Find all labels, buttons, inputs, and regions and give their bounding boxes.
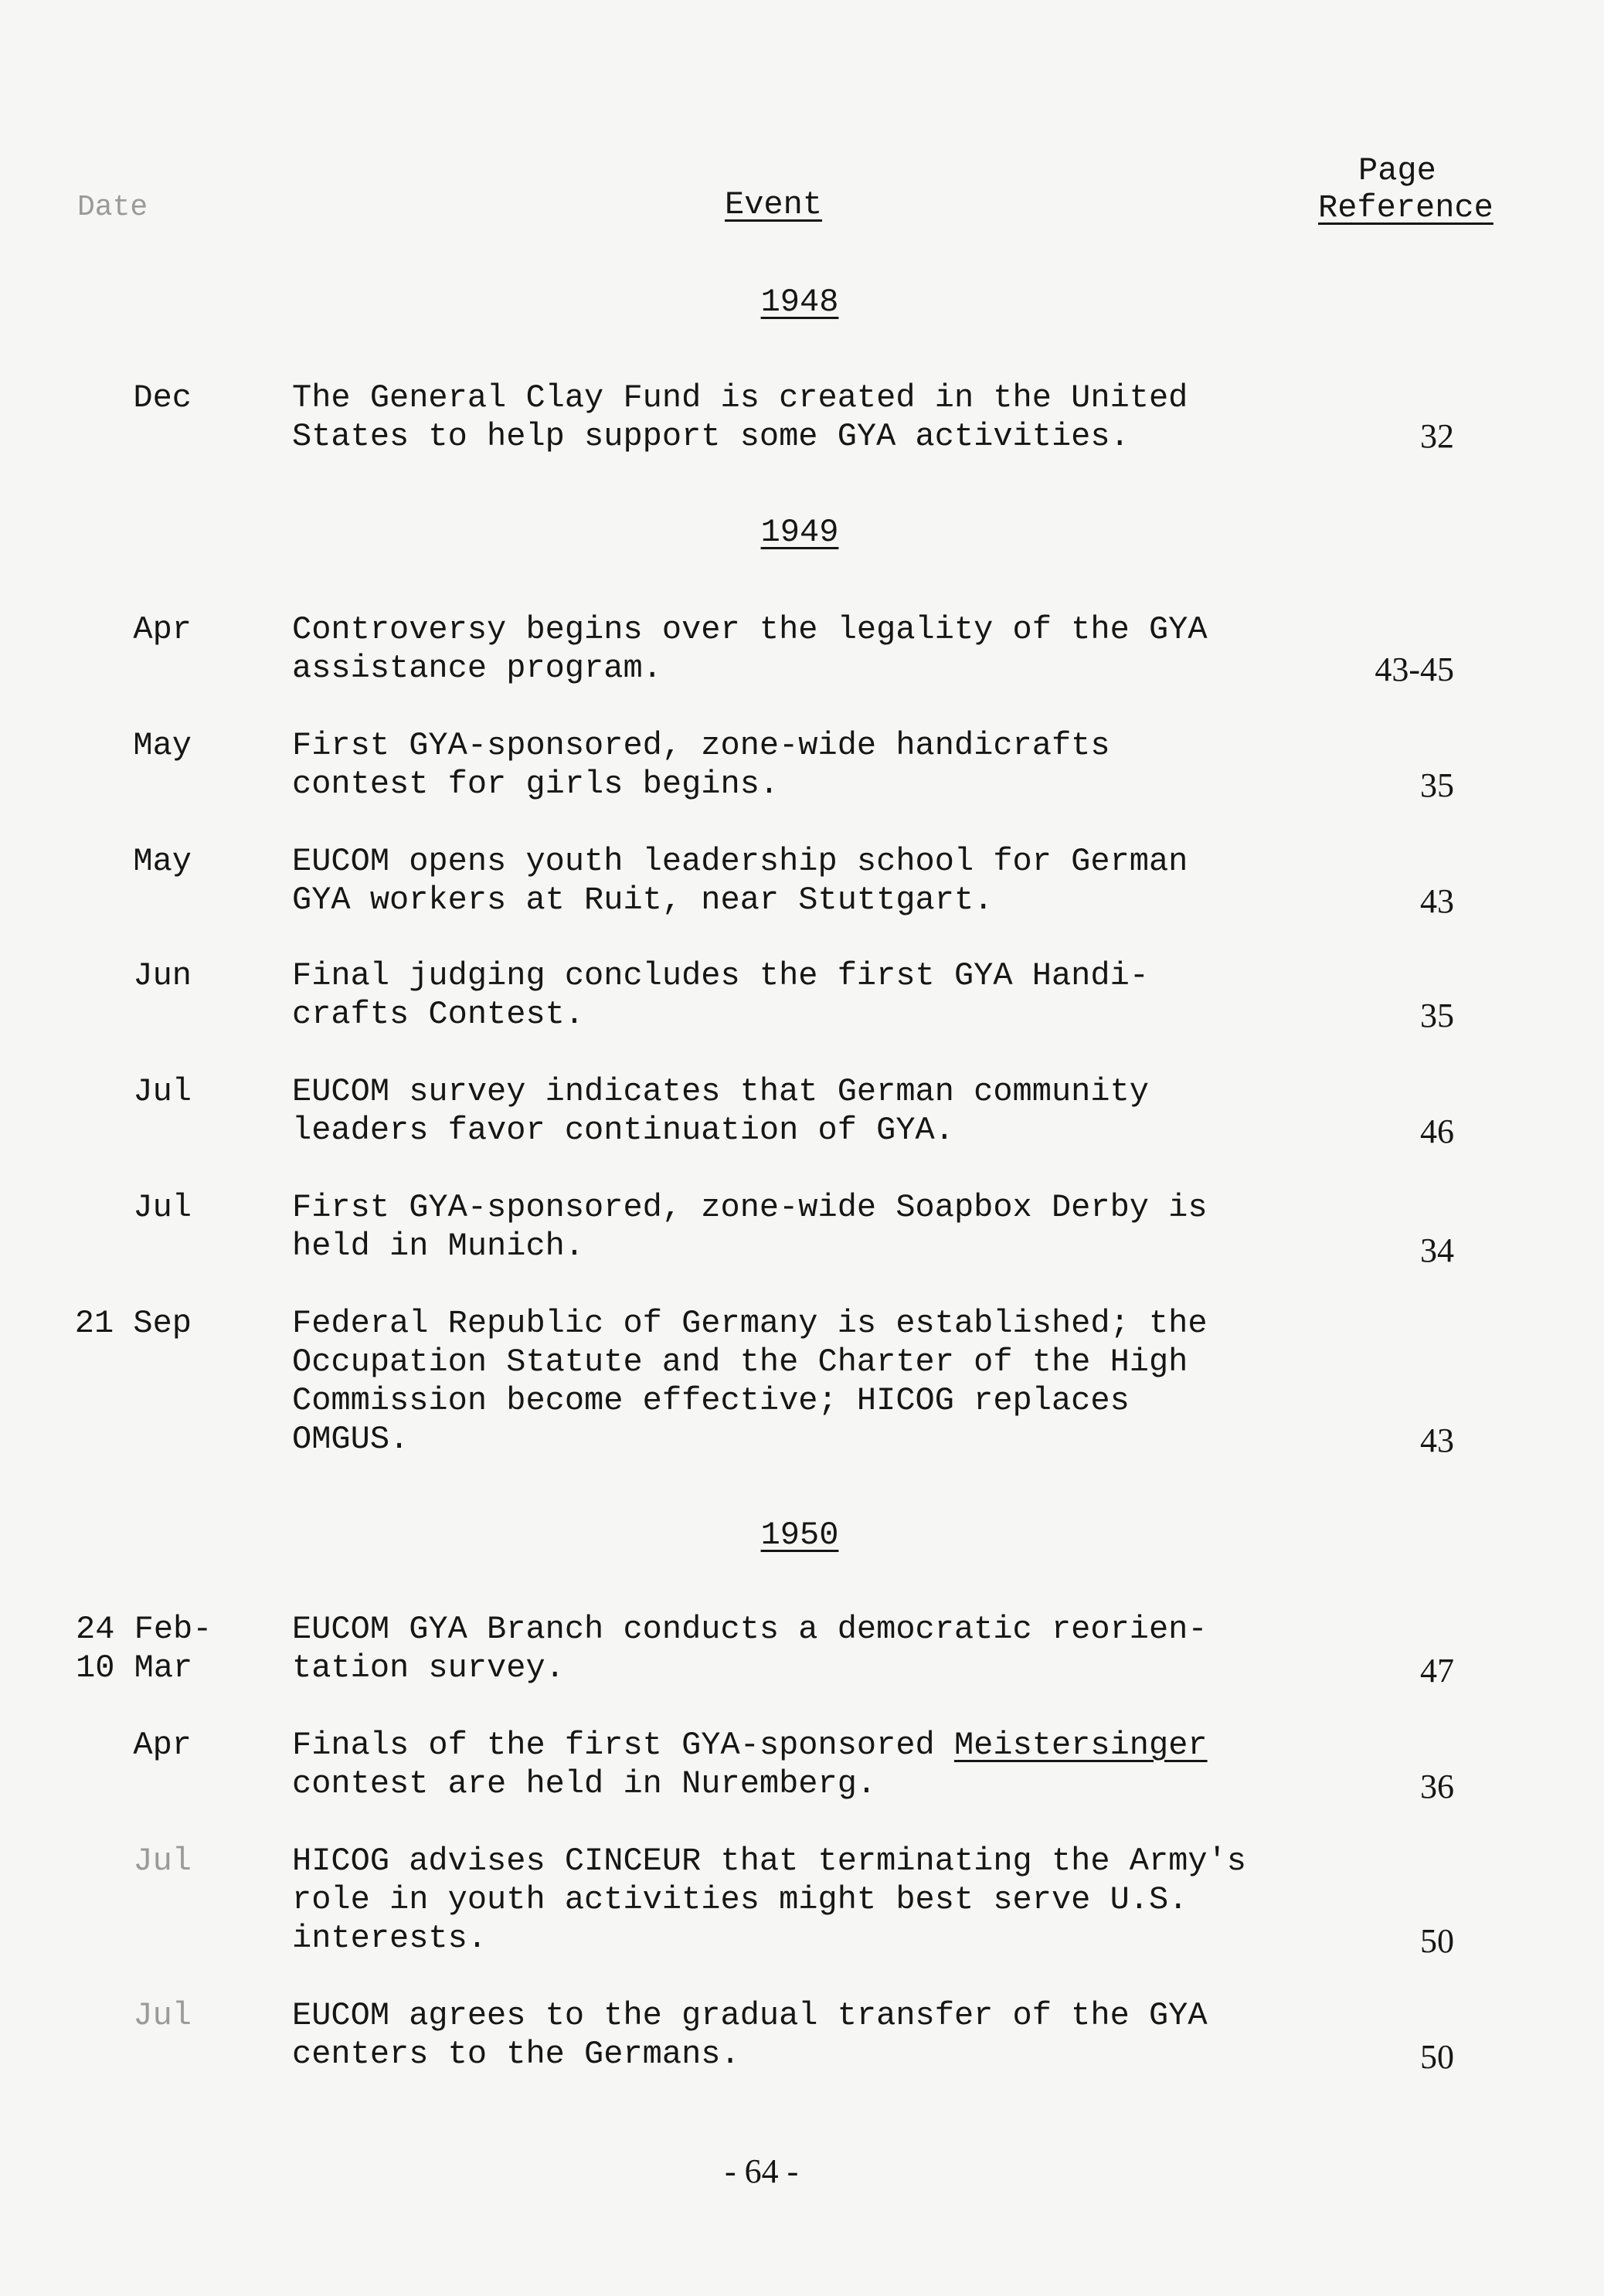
page-reference: 46 xyxy=(1420,1112,1454,1150)
page-reference: 43 xyxy=(1420,882,1454,920)
entry-date: Dec xyxy=(133,379,192,416)
entry-text-line: Controversy begins over the legality of the GYA xyxy=(292,611,1208,648)
entry-text-line: The General Clay Fund is created in the United xyxy=(292,379,1188,416)
page-reference: 50 xyxy=(1420,2038,1454,2076)
entry-text-line: First GYA-sponsored, zone-wide handicrafts xyxy=(292,727,1110,764)
year-heading-1950: 1950 xyxy=(760,1517,839,1554)
entry-text-line: crafts Contest. xyxy=(292,996,585,1033)
entry-text-line: assistance program. xyxy=(292,650,662,687)
entry-text-prefix: Finals of the first GYA-sponsored xyxy=(292,1727,954,1764)
entry-date: 24 Feb- xyxy=(76,1611,212,1648)
entry-text-line: First GYA-sponsored, zone-wide Soapbox Derby is xyxy=(292,1189,1208,1226)
entry-text-line: role in youth activities might best serve U.S. xyxy=(292,1881,1188,1918)
page-reference: 36 xyxy=(1420,1768,1454,1805)
page-column-header-line1: Page xyxy=(1358,152,1436,189)
entry-date: May xyxy=(133,843,192,880)
entry-date: Apr xyxy=(133,1727,192,1764)
entry-text-line: EUCOM opens youth leadership school for German xyxy=(292,843,1188,880)
page-reference: 43-45 xyxy=(1375,650,1454,688)
page-number: - 64 - xyxy=(725,2152,799,2190)
entry-date: Jul xyxy=(133,1997,192,2034)
entry-text-line: OMGUS. xyxy=(292,1421,409,1458)
entry-date: Jul xyxy=(133,1189,192,1226)
entry-text-line: centers to the Germans. xyxy=(292,2036,740,2073)
entry-date-line2: 10 Mar xyxy=(76,1649,193,1686)
entry-date: Jun xyxy=(133,957,192,994)
entry-text-line: States to help support some GYA activities. xyxy=(292,418,1130,455)
event-column-header: Event xyxy=(725,186,823,223)
entry-text-line: Final judging concludes the first GYA Handi- xyxy=(292,957,1149,994)
entry-text-line: HICOG advises CINCEUR that terminating the Army's xyxy=(292,1843,1247,1880)
page-reference: 50 xyxy=(1420,1922,1454,1960)
page-reference: 47 xyxy=(1420,1652,1454,1690)
entry-text-line: GYA workers at Ruit, near Stuttgart. xyxy=(292,881,994,919)
year-heading-1949: 1949 xyxy=(760,514,839,551)
page-reference: 35 xyxy=(1420,766,1454,804)
entry-text-line: EUCOM GYA Branch conducts a democratic reorien- xyxy=(292,1611,1208,1648)
entry-text-line: interests. xyxy=(292,1920,488,1957)
entry-text-line: Occupation Statute and the Charter of the High xyxy=(292,1343,1188,1381)
entry-text-line: held in Munich. xyxy=(292,1228,585,1265)
entry-date: Apr xyxy=(133,611,192,648)
page-reference: 32 xyxy=(1420,417,1454,455)
entry-text-line: Federal Republic of Germany is established; the xyxy=(292,1305,1208,1342)
entry-text-line: EUCOM survey indicates that German community xyxy=(292,1073,1149,1110)
year-heading-1948: 1948 xyxy=(760,284,839,321)
entry-text-line: tation survey. xyxy=(292,1649,565,1686)
date-column-header: Date xyxy=(77,191,148,224)
entry-text-line: leaders favor continuation of GYA. xyxy=(292,1112,954,1149)
entry-date: 21 Sep xyxy=(74,1305,192,1342)
page-reference: 34 xyxy=(1420,1231,1454,1269)
entry-text-line: contest for girls begins. xyxy=(292,766,780,803)
entry-text-line: Commission become effective; HICOG replaces xyxy=(292,1382,1130,1419)
entry-text-line: EUCOM agrees to the gradual transfer of the GYA xyxy=(292,1997,1208,2034)
entry-text-line: contest are held in Nuremberg. xyxy=(292,1765,877,1802)
entry-date: Jul xyxy=(133,1073,192,1110)
entry-date: Jul xyxy=(133,1843,192,1880)
page-reference: 43 xyxy=(1420,1421,1454,1459)
page-reference: 35 xyxy=(1420,997,1454,1034)
entry-text-line xyxy=(292,1726,1208,1764)
meistersinger-underlined: Meistersinger xyxy=(953,1727,1208,1764)
page-column-header-line2: Reference xyxy=(1318,189,1494,226)
entry-date: May xyxy=(133,727,192,764)
